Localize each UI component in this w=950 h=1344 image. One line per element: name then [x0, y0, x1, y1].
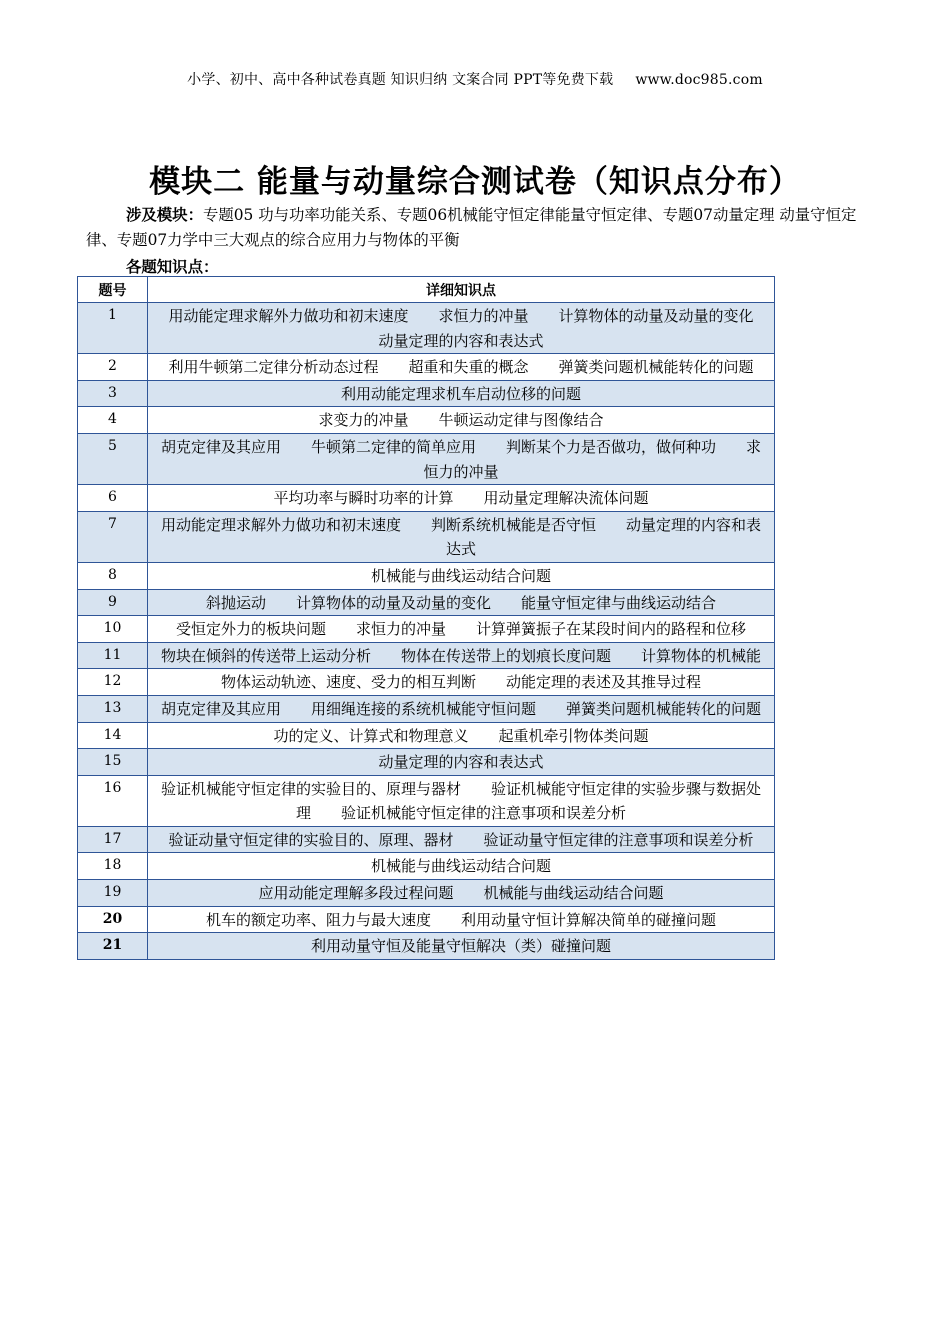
knowledge-points: 利用动量守恒及能量守恒解决（类）碰撞问题 — [148, 933, 775, 960]
knowledge-points: 利用动能定理求机车启动位移的问题 — [148, 380, 775, 407]
question-number: 2 — [78, 354, 148, 381]
modules-text: 专题05 功与功率功能关系、专题06机械能守恒定律能量守恒定律、专题07动量定理 动量守恒定律、专题07力学中三大观点的综合应用力与物体的平衡 — [86, 206, 857, 249]
knowledge-points: 验证机械能守恒定律的实验目的、原理与器材 验证机械能守恒定律的实验步骤与数据处理 验证机械能守恒定律的注意事项和误差分析 — [148, 775, 775, 826]
table-row — [78, 695, 775, 722]
question-number: 16 — [78, 775, 148, 826]
knowledge-table — [77, 276, 784, 960]
table-row — [78, 933, 775, 960]
table-row — [78, 616, 775, 643]
table-row — [78, 562, 775, 589]
question-number: 7 — [78, 511, 148, 562]
header-text: 小学、初中、高中各种试卷真题 知识归纳 文案合同 PPT等免费下载 — [187, 72, 614, 88]
knowledge-points: 求变力的冲量 牛顿运动定律与图像结合 — [148, 407, 775, 434]
table-row — [78, 589, 775, 616]
points-label: 各题知识点： — [126, 258, 219, 276]
table-row — [78, 511, 775, 562]
knowledge-points: 平均功率与瞬时功率的计算 用动量定理解决流体问题 — [148, 485, 775, 512]
knowledge-points: 功的定义、计算式和物理意义 起重机牵引物体类问题 — [148, 722, 775, 749]
question-number: 11 — [78, 642, 148, 669]
knowledge-points: 胡克定律及其应用 牛顿第二定律的简单应用 判断某个力是否做功，做何种功 求恒力的冲量 — [148, 433, 775, 484]
question-number: 18 — [78, 853, 148, 880]
table-row — [78, 354, 775, 381]
table-row — [78, 722, 775, 749]
question-number: 15 — [78, 749, 148, 776]
knowledge-points: 机械能与曲线运动结合问题 — [148, 853, 775, 880]
question-number: 14 — [78, 722, 148, 749]
knowledge-points: 受恒定外力的板块问题 求恒力的冲量 计算弹簧振子在某段时间内的路程和位移 — [148, 616, 775, 643]
table-row — [78, 380, 775, 407]
column-header-knowledge: 详细知识点 — [148, 277, 775, 303]
question-number: 21 — [78, 933, 148, 960]
knowledge-points: 用动能定理求解外力做功和初末速度 判断系统机械能是否守恒 动量定理的内容和表达式 — [148, 511, 775, 562]
table-row — [78, 485, 775, 512]
question-number: 8 — [78, 562, 148, 589]
table-row — [78, 853, 775, 880]
knowledge-points: 机车的额定功率、阻力与最大速度 利用动量守恒计算解决简单的碰撞问题 — [148, 906, 775, 933]
table-row — [78, 433, 775, 484]
modules-paragraph — [86, 203, 876, 253]
question-number: 10 — [78, 616, 148, 643]
knowledge-points: 机械能与曲线运动结合问题 — [148, 562, 775, 589]
knowledge-points: 胡克定律及其应用 用细绳连接的系统机械能守恒问题 弹簧类问题机械能转化的问题 — [148, 695, 775, 722]
table-body — [78, 303, 784, 960]
question-number: 17 — [78, 826, 148, 853]
modules-label: 涉及模块： — [126, 206, 203, 224]
knowledge-points: 应用动能定理解多段过程问题 机械能与曲线运动结合问题 — [148, 880, 775, 907]
question-number: 19 — [78, 880, 148, 907]
question-number: 12 — [78, 669, 148, 696]
knowledge-points: 斜抛运动 计算物体的动量及动量的变化 能量守恒定律与曲线运动结合 — [148, 589, 775, 616]
document-title: 模块二 能量与动量综合测试卷（知识点分布） — [149, 164, 801, 200]
table-row — [78, 906, 775, 933]
table-row — [78, 775, 775, 826]
question-number: 13 — [78, 695, 148, 722]
question-number: 3 — [78, 380, 148, 407]
column-header-number: 题号 — [78, 277, 148, 303]
knowledge-points: 用动能定理求解外力做功和初末速度 求恒力的冲量 计算物体的动量及动量的变化 动量定理的内容和表达式 — [148, 303, 775, 354]
question-number: 5 — [78, 433, 148, 484]
question-number: 1 — [78, 303, 148, 354]
knowledge-points: 验证动量守恒定律的实验目的、原理、器材 验证动量守恒定律的注意事项和误差分析 — [148, 826, 775, 853]
table-row — [78, 303, 775, 354]
knowledge-points: 利用牛顿第二定律分析动态过程 超重和失重的概念 弹簧类问题机械能转化的问题 — [148, 354, 775, 381]
knowledge-points: 物块在倾斜的传送带上运动分析 物体在传送带上的划痕长度问题 计算物体的机械能 — [148, 642, 775, 669]
question-number: 6 — [78, 485, 148, 512]
table-row — [78, 826, 775, 853]
knowledge-points: 物体运动轨迹、速度、受力的相互判断 动能定理的表述及其推导过程 — [148, 669, 775, 696]
table-row — [78, 669, 775, 696]
table-row — [78, 749, 775, 776]
table-row — [78, 642, 775, 669]
question-number: 20 — [78, 906, 148, 933]
header-site[interactable]: www.doc985.com — [635, 72, 763, 88]
question-number: 9 — [78, 589, 148, 616]
question-number: 4 — [78, 407, 148, 434]
table-row — [78, 407, 775, 434]
page-header — [0, 69, 950, 89]
knowledge-points: 动量定理的内容和表达式 — [148, 749, 775, 776]
table-row — [78, 880, 775, 907]
table-header-row — [78, 277, 775, 303]
